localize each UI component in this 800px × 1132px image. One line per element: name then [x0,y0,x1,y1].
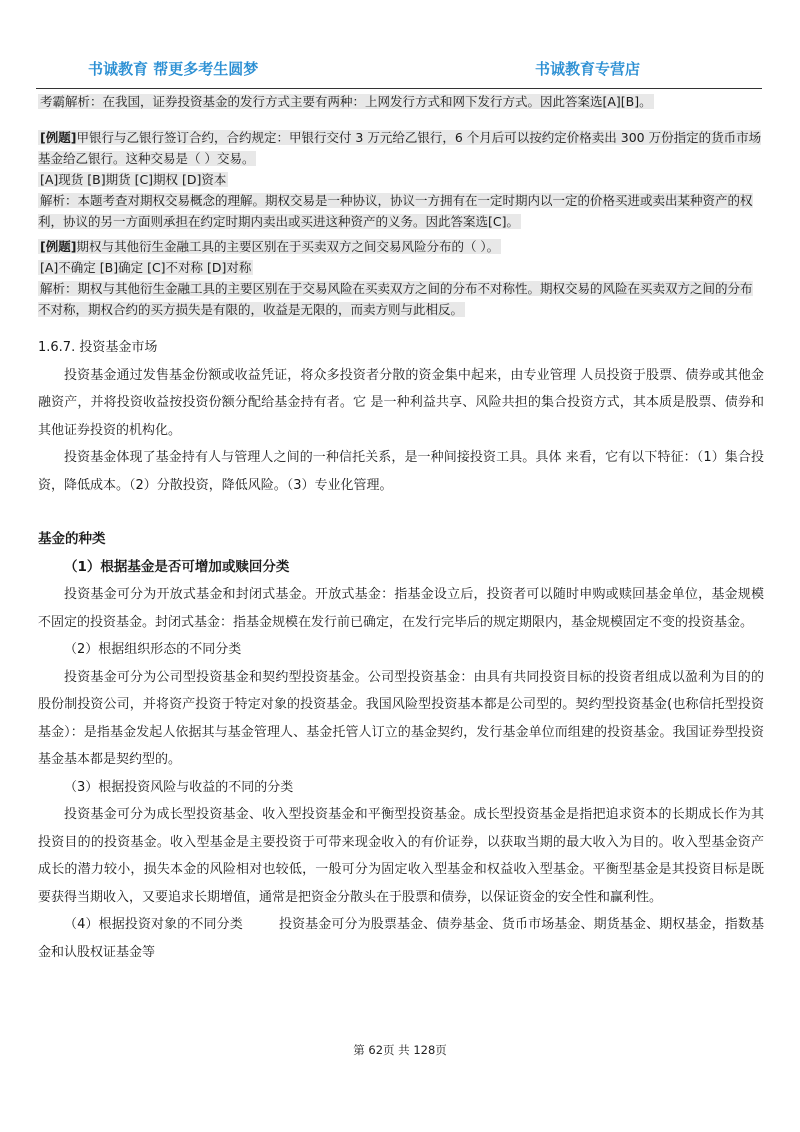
subsection-4 [38,911,764,966]
example-question-1 [38,127,764,232]
example-tag: [例题] [40,130,77,145]
subsection-4-title: （4）根据投资对象的不同分类 [64,917,243,932]
fund-types-heading: 基金的种类 [38,531,106,547]
section-title: 1.6.7. 投资基金市场 [38,340,158,355]
page-number: 第 62页 共 128页 [353,1043,447,1057]
example-tag: [例题] [40,239,77,254]
page-header [0,58,800,82]
section-paragraph-1: 投资基金通过发售基金份额或收益凭证，将众多投资者分散的资金集中起来，由专业管理 人员投资于股票、债券或其他金融资产，并将投资收益按投资份额分配给基金持有者。它 是一种利益共享、风险共担的集合投资方式，其本质是股票、债券和其他证券投资的机构化。 [38,367,764,438]
subsection-2-text: 投资基金可分为公司型投资基金和契约型投资基金。公司型投资基金：由具有共同投资目标的投资者组成以盈利为目的的股份制投资公司，并将资产投资于特定对象的投资基金。我国风险型投资基本都是公司型的。契约型投资基金(也称信托型投资基金）：是指基金发起人依据其与基金管理人、基金托管人订立的基金契约，发行基金单位而组建的投资基金。我国证券型投资基金基本都是契约型的。 [38,669,764,767]
subsection-2-title: （2）根据组织形态的不同分类 [64,642,242,657]
section-investment-fund-market [38,334,764,499]
question-stem: 甲银行与乙银行签订合约，合约规定：甲银行交付 3 万元给乙银行，6 个月后可以按约定价格卖出 300 万份指定的货币市场基金给乙银行。这种交易是（ ）交易。 [38,130,762,166]
question-stem: 期权与其他衍生金融工具的主要区别在于买卖双方之间交易风险分布的（ ）。 [76,239,500,254]
subsection-1-text: 投资基金可分为开放式基金和封闭式基金。开放式基金：指基金设立后，投资者可以随时申购或赎回基金单位，基金规模不固定的投资基金。封闭式基金：指基金规模在发行前已确定，在发行完毕后的规定期限内，基金规模固定不变的投资基金。 [38,587,764,630]
question-analysis: 解析：期权与其他衍生金融工具的主要区别在于交易风险在买卖双方之间的分布不对称性。期权交易的风险在买卖双方之间的分布不对称，期权合约的买方损失是有限的，收益是无限的，而卖方则与此相反。 [38,281,753,317]
prev-analysis [38,91,764,112]
question-analysis: 解析：本题考查对期权交易概念的理解。期权交易是一种协议，协议一方拥有在一定时期内以一定的价格买进或卖出某种资产的权利，协议的另一方面则承担在约定时期内卖出或买进这种资产的义务。因此答案选[C]。 [38,193,753,229]
subsection-3-title: （3）根据投资风险与收益的不同的分类 [64,779,294,795]
section-fund-types [38,526,764,966]
subsection-4-text: 投资基金可分为股票基金、债券基金、货币市场基金、期货基金、期权基金，指数基金和认股权证基金等 [38,917,764,960]
header-slogan: 书诚教育 帮更多考生圆梦 [88,60,259,78]
question-options: [A]不确定 [B]确定 [C]不对称 [D]对称 [40,260,252,275]
header-store-name: 书诚教育专营店 [535,60,641,78]
header-divider [36,88,762,89]
example-question-2 [38,236,764,320]
subsection-1-title: （1）根据基金是否可增加或赎回分类 [64,558,290,575]
subsection-3-text: 投资基金可分为成长型投资基金、收入型投资基金和平衡型投资基金。成长型投资基金是指把追求资本的长期成长作为其投资目的的投资基金。收入型基金是主要投资于可带来现金收入的有价证券，以获取当期的最大收入为目的。收入型基金资产成长的潜力较小，损失本金的风险相对也较低，一般可分为固定收入型基金和权益收入型基金。平衡型基金是其投资目标是既要获得当期收入，又要追求长期增值，通常是把资金分散头在于股票和债券，以保证资金的安全性和赢利性。 [38,807,764,905]
section-paragraph-2: 投资基金体现了基金持有人与管理人之间的一种信托关系，是一种间接投资工具。具体 来看，它有以下特征：（1）集合投资，降低成本。（2）分散投资，降低风险。（3）专业化管理。 [38,450,764,493]
question-options: [A]现货 [B]期货 [C]期权 [D]资本 [40,172,227,187]
prev-analysis-text: 考霸解析：在我国，证券投资基金的发行方式主要有两种：上网发行方式和网下发行方式。因此答案选[A][B]。 [40,94,652,109]
